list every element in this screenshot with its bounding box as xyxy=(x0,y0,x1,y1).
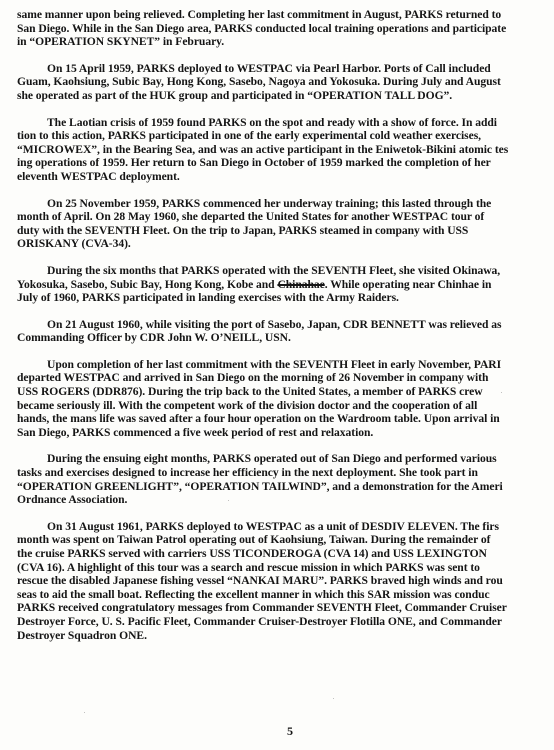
paragraph-laotian-crisis: The Laotian crisis of 1959 found PARKS on the spot and ready with a show of force. In addi tion to this action, PARKS participated in one of the early experimental cold weather exercises, “MICROWEX”, in the Bearing Sea, and was an active participant in the Eniwetok-Bikini atomic tes ing operations of 1959. Her return to San Diego in October of 1959 marked the completion of her eleventh WESTPAC deployment. xyxy=(17,115,509,183)
six-months-text-after: . While operating near Chinhae in July of 1960, PARKS participated in landing exercises with the Army Raiders. xyxy=(17,277,492,305)
paragraph-westpac-1959: On 15 April 1959, PARKS deployed to WESTPAC via Pearl Harbor. Ports of Call included Guam, Kaohsiung, Subic Bay, Hong Kong, Sasebo, Nagoya and Yokosuka. During July and August she operated as part of the HUK group and participated in “OPERATION TALL DOG”. xyxy=(17,61,501,102)
scan-noise xyxy=(228,500,229,501)
document-body xyxy=(17,8,554,655)
scan-noise xyxy=(333,698,334,699)
scan-noise xyxy=(84,712,85,713)
paragraph-underway-training: On 25 November 1959, PARKS commenced her underway training; this lasted through the month of April. On 28 May 1960, she departed the United States for another WESTPAC tour of duty with the SEVENTH Fleet. On the trip to Japan, PARKS steamed in company with USS ORISKANY (CVA-34). xyxy=(17,196,492,251)
page-number: 5 xyxy=(287,724,293,738)
paragraph-ensuing-months: During the ensuing eight months, PARKS operated out of San Diego and performed various tasks and exercises designed to increase her efficiency in the next deployment. She took part in “OPERATION GREENLIGHT”, “OPERATION TAILWIND”, and a demonstration for the Ameri Ordnance Association. xyxy=(17,452,503,507)
scan-noise xyxy=(412,128,413,129)
paragraph-change-of-command: On 21 August 1960, while visiting the port of Sasebo, Japan, CDR BENNETT was relieved as Commanding Officer by CDR John W. O’NEILL, USN. xyxy=(17,317,502,345)
paragraph-return-san-diego: Upon completion of her last commitment with the SEVENTH Fleet in early November, PARI departed WESTPAC and arrived in San Diego on the morning of 26 November in company with USS ROGERS (DDR876). During the trip back to the United States, a member of PARKS crew became seriously ill. With the competent work of the division doctor and the cooperation of all hands, the mans life was saved after a four hour operation on the Wardroom table. Upon arrival in San Diego, PARKS commenced a five week period of rest and relaxation. xyxy=(17,357,502,439)
six-months-text-before: During the six months that PARKS operated with the SEVENTH Fleet, she visited Okinawa, Yokosuka, Sasebo, Subic Bay, Hong Kong, Kobe and xyxy=(17,263,501,291)
paragraph-six-months xyxy=(17,264,554,305)
struck-word: Chinahae xyxy=(277,277,325,291)
scan-noise xyxy=(501,392,502,393)
paragraph-skynet: same manner upon being relieved. Completing her last commitment in August, PARKS returned to San Diego. While in the San Diego area, PARKS conducted local training operations and participate in “OPERATION SKYNET” in February. xyxy=(17,8,507,49)
scan-noise xyxy=(36,300,37,301)
paragraph-desdiv-eleven: On 31 August 1961, PARKS deployed to WESTPAC as a unit of DESDIV ELEVEN. The firs month was spent on Taiwan Patrol operating out of Kaohsiung, Taiwan. During the remainder of the cruise PARKS served with carriers USS TICONDEROGA (CVA 14) and USS LEXINGTON (CVA 16). A highlight of this tour was a search and rescue mission in which PARKS was sent to rescue the disabled Japanese fishing vessel “NANKAI MARU”. PARKS braved high winds and rou seas to aid the small boat. Reflecting the excellent manner in which this SAR mission was conduc PARKS received congratulatory messages from Commander SEVENTH Fleet, Commander Cruiser Destroyer Force, U. S. Pacific Fleet, Commander Cruiser-Destroyer Flotilla ONE, and Commander Destroyer Squadron ONE. xyxy=(17,519,507,642)
scan-noise xyxy=(140,22,141,23)
